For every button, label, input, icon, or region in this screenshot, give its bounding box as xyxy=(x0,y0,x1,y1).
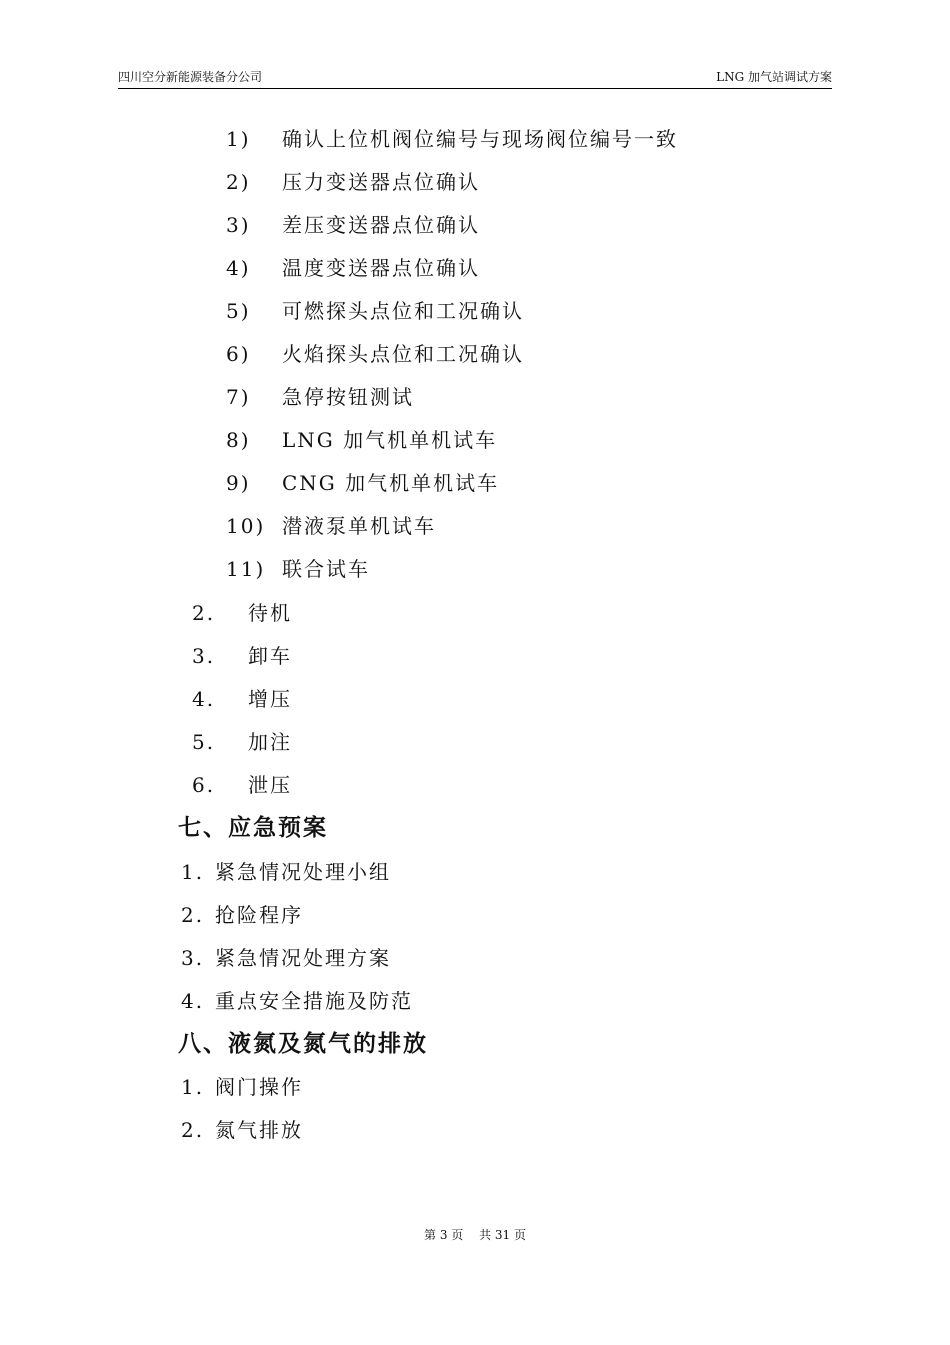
item-number: 3. xyxy=(181,946,205,970)
item-number: 4. xyxy=(192,687,216,711)
item-number: 10) xyxy=(226,514,266,538)
item-number: 3) xyxy=(226,213,251,237)
item-text: 紧急情况处理方案 xyxy=(215,946,391,970)
item-text: 紧急情况处理小组 xyxy=(215,860,391,884)
item-number: 4. xyxy=(181,989,205,1013)
item-text: 阀门操作 xyxy=(215,1075,303,1099)
item-number: 6) xyxy=(226,342,251,366)
item-text: 重点安全措施及防范 xyxy=(215,989,413,1013)
item-text: 抢险程序 xyxy=(215,903,303,927)
item-number: 1. xyxy=(181,860,205,884)
item-number: 1) xyxy=(226,127,251,151)
item-number: 2. xyxy=(181,903,205,927)
item-text: 压力变送器点位确认 xyxy=(282,170,480,194)
item-text: 温度变送器点位确认 xyxy=(282,256,480,280)
item-text: LNG 加气机单机试车 xyxy=(282,428,498,452)
page-total: 共 31 页 xyxy=(479,1228,526,1242)
item-text: 差压变送器点位确认 xyxy=(282,213,480,237)
item-text: 潜液泵单机试车 xyxy=(282,514,436,538)
page-footer xyxy=(0,1226,950,1243)
header-company: 四川空分新能源装备分公司 xyxy=(118,70,263,84)
item-number: 1. xyxy=(181,1075,205,1099)
item-text: 泄压 xyxy=(248,773,292,797)
item-number: 3. xyxy=(192,644,216,668)
item-text: 可燃探头点位和工况确认 xyxy=(282,299,524,323)
item-number: 4) xyxy=(226,256,251,280)
item-text: 联合试车 xyxy=(282,557,370,581)
item-text: 急停按钮测试 xyxy=(282,385,414,409)
section-heading: 八、液氮及氮气的排放 xyxy=(178,1031,428,1057)
item-number: 5) xyxy=(226,299,251,323)
item-number: 6. xyxy=(192,773,216,797)
section-heading: 七、应急预案 xyxy=(178,815,328,841)
item-number: 2) xyxy=(226,170,251,194)
item-number: 2. xyxy=(181,1118,205,1142)
item-text: 加注 xyxy=(248,730,292,754)
item-text: 火焰探头点位和工况确认 xyxy=(282,342,524,366)
item-number: 9) xyxy=(226,471,251,495)
item-text: 卸车 xyxy=(248,644,292,668)
item-text: 氮气排放 xyxy=(215,1118,303,1142)
item-text: 增压 xyxy=(248,687,292,711)
item-text: 确认上位机阀位编号与现场阀位编号一致 xyxy=(282,127,678,151)
page-number: 第 3 页 xyxy=(424,1228,464,1242)
header-document-title: LNG 加气站调试方案 xyxy=(716,70,832,84)
item-number: 11) xyxy=(226,557,266,581)
item-number: 8) xyxy=(226,428,251,452)
item-number: 2. xyxy=(192,601,216,625)
item-number: 7) xyxy=(226,385,251,409)
item-text: 待机 xyxy=(248,601,292,625)
item-number: 5. xyxy=(192,730,216,754)
item-text: CNG 加气机单机试车 xyxy=(282,471,500,495)
page-header xyxy=(118,66,832,89)
